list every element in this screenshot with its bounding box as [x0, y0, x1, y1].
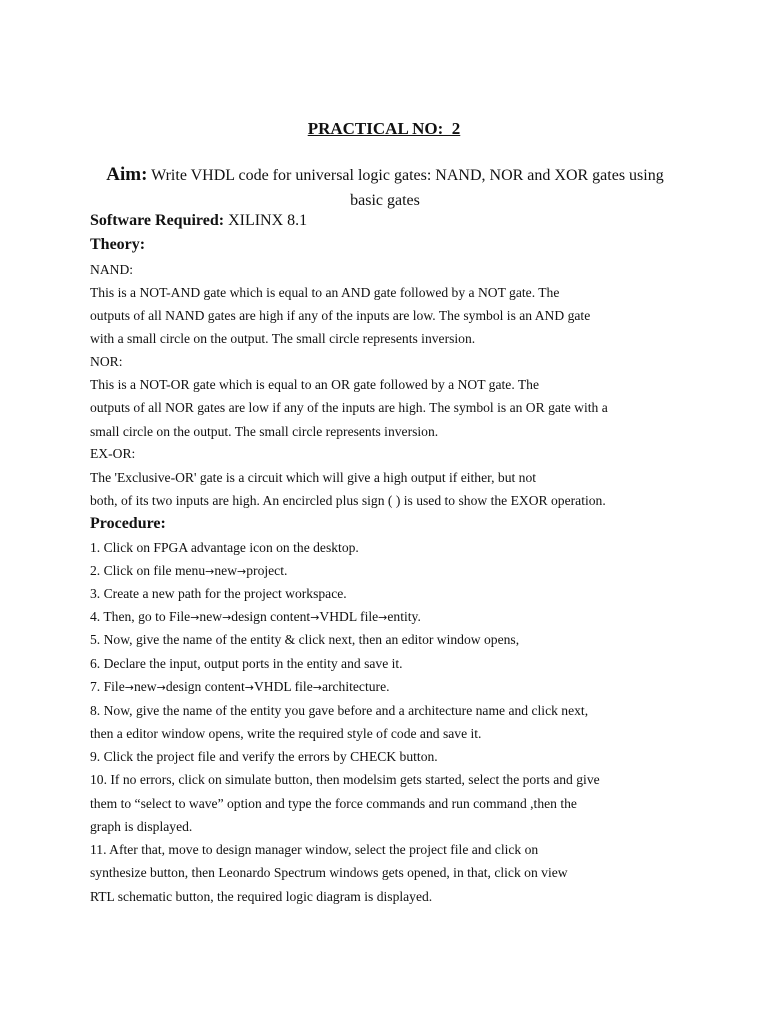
software-required	[90, 212, 307, 230]
theory-line: NOR:	[90, 354, 123, 369]
right-arrow-icon: →	[205, 565, 215, 578]
procedure-step-cont: then a editor window opens, write the required style of code and save it.	[90, 726, 482, 741]
procedure-step: 1. Click on FPGA advantage icon on the desktop.	[90, 540, 359, 555]
right-arrow-icon: →	[156, 681, 166, 694]
procedure-step-cont: synthesize button, then Leonardo Spectrum windows gets opened, in that, click on view	[90, 865, 568, 880]
theory-line: with a small circle on the output. The small circle represents inversion.	[90, 331, 476, 346]
step-text: entity.	[387, 609, 421, 624]
step-text: design content	[165, 679, 245, 694]
aim-text: Write VHDL code for universal logic gates: NAND, NOR and XOR gates using basic gates	[147, 167, 664, 209]
step-text: VHDL file	[319, 609, 379, 624]
right-arrow-icon: →	[222, 611, 232, 624]
procedure-step	[90, 679, 390, 695]
step-text: 7. File	[90, 679, 125, 694]
procedure-step	[90, 563, 287, 579]
software-value: XILINX 8.1	[224, 212, 308, 229]
right-arrow-icon: →	[190, 611, 200, 624]
step-text: new	[133, 679, 157, 694]
step-text: 2. Click on file menu	[90, 563, 206, 578]
step-text: architecture.	[321, 679, 390, 694]
step-text: design content	[231, 609, 311, 624]
theory-line: NAND:	[90, 262, 134, 277]
right-arrow-icon: →	[237, 565, 247, 578]
aim-block	[90, 162, 680, 213]
step-text: 4. Then, go to File	[90, 609, 191, 624]
procedure-step: 10. If no errors, click on simulate button, then modelsim gets started, select the ports and give	[90, 772, 600, 787]
aim-label: Aim:	[106, 164, 148, 185]
right-arrow-icon: →	[378, 611, 388, 624]
practical-title: PRACTICAL NO: 2	[307, 119, 461, 138]
procedure-step	[90, 609, 421, 625]
procedure-step: 6. Declare the input, output ports in the entity and save it.	[90, 656, 403, 671]
theory-line: both, of its two inputs are high. An encircled plus sign ( ) is used to show the EXOR operation.	[90, 493, 606, 508]
theory-line: The 'Exclusive-OR' gate is a circuit which will give a high output if either, but not	[90, 470, 537, 485]
right-arrow-icon: →	[124, 681, 134, 694]
software-label: Software Required:	[90, 212, 225, 229]
procedure-step: 11. After that, move to design manager window, select the project file and click on	[90, 842, 539, 857]
right-arrow-icon: →	[244, 681, 254, 694]
theory-line: This is a NOT-OR gate which is equal to an OR gate followed by a NOT gate. The	[90, 377, 540, 392]
procedure-step: 8. Now, give the name of the entity you gave before and a architecture name and click next,	[90, 703, 589, 718]
theory-line: This is a NOT-AND gate which is equal to an AND gate followed by a NOT gate. The	[90, 285, 560, 300]
step-text: new	[199, 609, 223, 624]
procedure-step: 5. Now, give the name of the entity & click next, then an editor window opens,	[90, 632, 520, 647]
procedure-heading: Procedure:	[90, 515, 166, 532]
procedure-step-cont: them to “select to wave” option and type the force commands and run command ,then the	[90, 796, 577, 811]
right-arrow-icon: →	[312, 681, 322, 694]
procedure-step: 3. Create a new path for the project workspace.	[90, 586, 347, 601]
right-arrow-icon: →	[310, 611, 320, 624]
theory-heading: Theory:	[90, 236, 146, 253]
step-text: project.	[246, 563, 288, 578]
procedure-step-cont: RTL schematic button, the required logic diagram is displayed.	[90, 889, 433, 904]
procedure-step-cont: graph is displayed.	[90, 819, 193, 834]
theory-line: small circle on the output. The small circle represents inversion.	[90, 424, 439, 439]
step-text: VHDL file	[253, 679, 313, 694]
theory-line: outputs of all NAND gates are high if any of the inputs are low. The symbol is an AND gate	[90, 308, 591, 323]
procedure-step: 9. Click the project file and verify the errors by CHECK button.	[90, 749, 438, 764]
theory-line: outputs of all NOR gates are low if any of the inputs are high. The symbol is an OR gate with a	[90, 400, 608, 415]
step-text: new	[214, 563, 238, 578]
theory-line: EX-OR:	[90, 446, 136, 461]
